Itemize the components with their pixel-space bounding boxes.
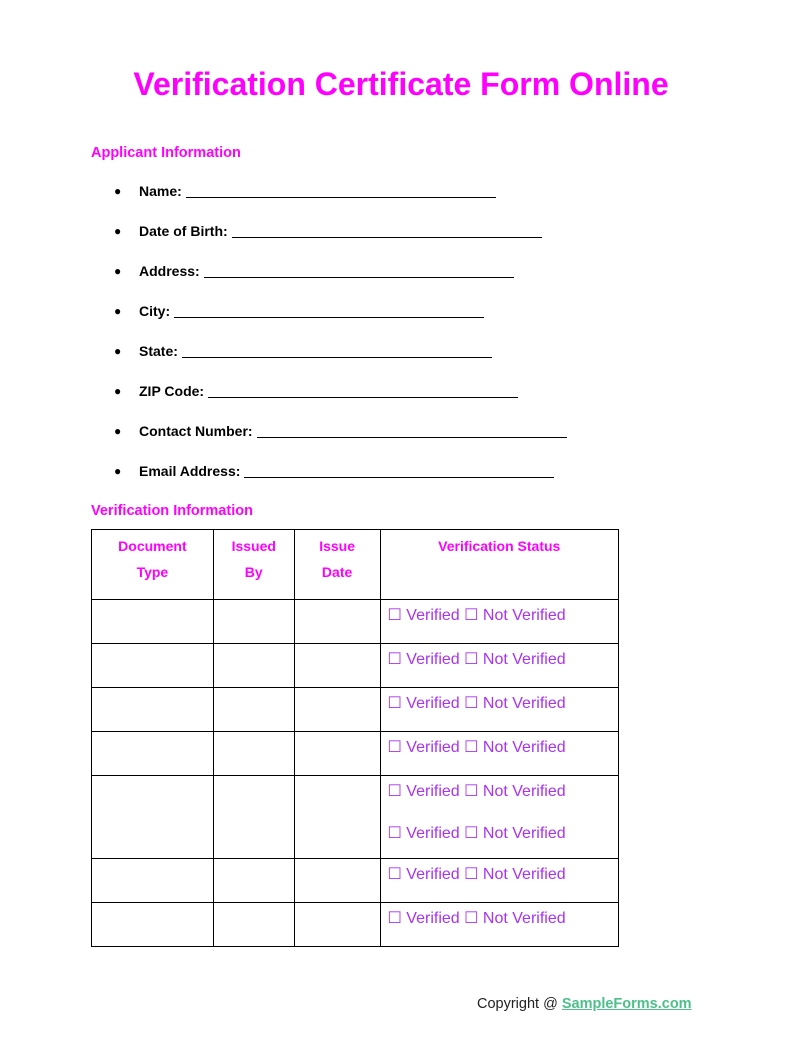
bullet-icon: ●: [114, 384, 122, 398]
status-checkboxes[interactable]: ☐ Verified ☐ Not Verified: [387, 739, 566, 756]
dob-input-line[interactable]: [232, 221, 542, 238]
issued-by-cell[interactable]: [213, 776, 294, 859]
document-type-cell[interactable]: [92, 859, 214, 903]
status-checkboxes[interactable]: ☐ Verified ☐ Not Verified: [387, 866, 566, 883]
col-header-document-type: Document Type: [92, 530, 214, 600]
copyright-footer: Copyright @ SampleForms.com: [477, 996, 692, 1012]
status-checkboxes[interactable]: ☐ Verified ☐ Not Verified: [387, 783, 566, 800]
table-row: [92, 732, 619, 776]
verification-section-heading: Verification Information: [91, 503, 253, 519]
status-checkboxes[interactable]: ☐ Verified ☐ Not Verified: [387, 825, 566, 842]
verification-status-cell: [380, 903, 618, 947]
table-header-row: [92, 530, 619, 600]
issue-date-cell[interactable]: [294, 732, 380, 776]
col-header-issue-date: Issue Date: [294, 530, 380, 600]
bullet-icon: ●: [114, 224, 122, 238]
status-checkboxes[interactable]: ☐ Verified ☐ Not Verified: [387, 910, 566, 927]
table-row: [92, 644, 619, 688]
issue-date-cell[interactable]: [294, 644, 380, 688]
bullet-icon: ●: [114, 464, 122, 478]
table-row: [92, 859, 619, 903]
field-name: ● Name:: [114, 181, 567, 221]
city-input-line[interactable]: [174, 301, 484, 318]
zip-input-line[interactable]: [208, 381, 518, 398]
verification-status-cell: [380, 644, 618, 688]
issued-by-cell[interactable]: [213, 688, 294, 732]
state-input-line[interactable]: [182, 341, 492, 358]
bullet-icon: ●: [114, 304, 122, 318]
document-type-cell[interactable]: [92, 600, 214, 644]
issue-date-cell[interactable]: [294, 903, 380, 947]
issue-date-cell[interactable]: [294, 600, 380, 644]
issued-by-cell[interactable]: [213, 903, 294, 947]
table-row: [92, 688, 619, 732]
verification-status-cell: [380, 600, 618, 644]
verification-status-cell: [380, 776, 618, 859]
issue-date-cell[interactable]: [294, 688, 380, 732]
bullet-icon: ●: [114, 184, 122, 198]
status-checkboxes[interactable]: ☐ Verified ☐ Not Verified: [387, 695, 566, 712]
issued-by-cell[interactable]: [213, 600, 294, 644]
document-type-cell[interactable]: [92, 644, 214, 688]
document-type-cell[interactable]: [92, 903, 214, 947]
bullet-icon: ●: [114, 344, 122, 358]
issued-by-cell[interactable]: [213, 644, 294, 688]
verification-status-cell: [380, 859, 618, 903]
name-input-line[interactable]: [186, 181, 496, 198]
issued-by-cell[interactable]: [213, 732, 294, 776]
document-type-cell[interactable]: [92, 688, 214, 732]
verification-status-cell: [380, 732, 618, 776]
field-state: ● State:: [114, 341, 567, 381]
col-header-verification-status: Verification Status: [380, 530, 618, 600]
status-checkboxes[interactable]: ☐ Verified ☐ Not Verified: [387, 607, 566, 624]
status-checkboxes[interactable]: ☐ Verified ☐ Not Verified: [387, 651, 566, 668]
applicant-section-heading: Applicant Information: [91, 145, 241, 161]
field-date-of-birth: ● Date of Birth:: [114, 221, 567, 261]
col-header-issued-by: Issued By: [213, 530, 294, 600]
bullet-icon: ●: [114, 264, 122, 278]
field-email-address: ● Email Address:: [114, 461, 567, 501]
page-title: Verification Certificate Form Online: [133, 66, 669, 102]
email-input-line[interactable]: [244, 461, 554, 478]
table-row: [92, 903, 619, 947]
table-row: [92, 600, 619, 644]
sampleforms-link[interactable]: SampleForms.com: [561, 996, 692, 1012]
document-type-cell[interactable]: [92, 732, 214, 776]
field-city: ● City:: [114, 301, 567, 341]
contact-input-line[interactable]: [257, 421, 567, 438]
field-address: ● Address:: [114, 261, 567, 301]
issue-date-cell[interactable]: [294, 859, 380, 903]
address-input-line[interactable]: [204, 261, 514, 278]
table-row: [92, 776, 619, 859]
issue-date-cell[interactable]: [294, 776, 380, 859]
document-type-cell[interactable]: [92, 776, 214, 859]
verification-status-cell: [380, 688, 618, 732]
field-zip-code: ● ZIP Code:: [114, 381, 567, 421]
issued-by-cell[interactable]: [213, 859, 294, 903]
field-contact-number: ● Contact Number:: [114, 421, 567, 461]
verification-table: [91, 529, 619, 947]
bullet-icon: ●: [114, 424, 122, 438]
applicant-fields-list: [114, 181, 567, 501]
